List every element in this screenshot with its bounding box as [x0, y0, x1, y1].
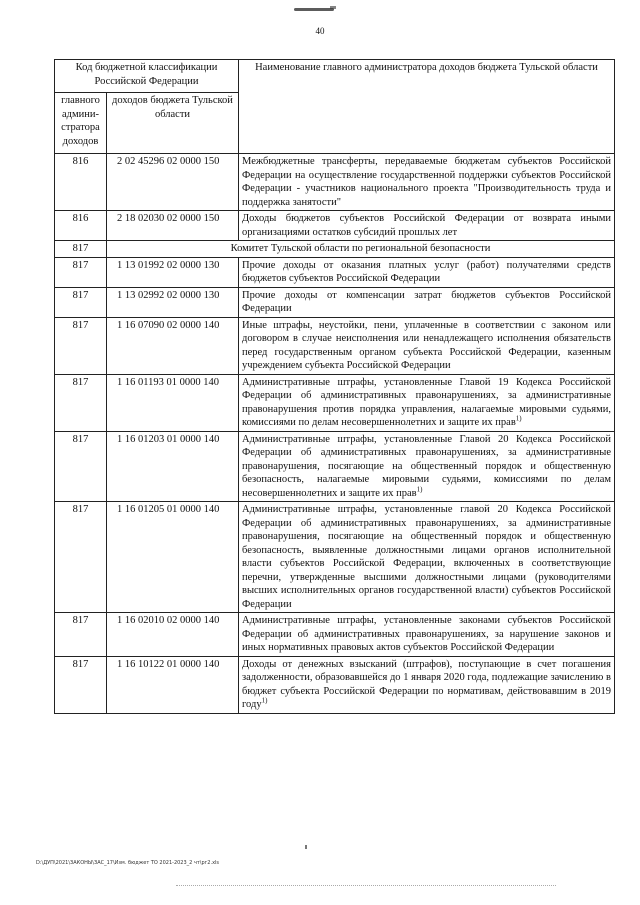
page-number: 40: [315, 26, 325, 36]
description-cell: [239, 374, 615, 431]
admin-code-cell: 817: [55, 257, 107, 287]
revenue-code-cell: 1 16 02010 02 0000 140: [107, 613, 239, 657]
description-cell: [239, 431, 615, 502]
revenue-code-cell: 2 18 02030 02 0000 150: [107, 211, 239, 241]
description-text: Административные штрафы, установленные главой 20 Кодекса Российской Федерации об административных правонарушениях, за административные правонарушения, посягающие на общественный порядок и общественную безопасность, выявленные должностными лицами органов исполнительной власти субъектов Российской Федерации, включенных в соответствующие перечни, утвержденные высшими должностными лицами (руководителями высших исполнительных органов государственной власти) субъектов Российской Федерации: [242, 504, 611, 610]
description-cell: [239, 656, 615, 713]
scan-artifact: [305, 845, 307, 849]
footnote-marker: 1): [416, 485, 423, 493]
revenue-code-cell: 1 16 01205 01 0000 140: [107, 502, 239, 613]
table-row: [55, 613, 615, 657]
description-text: Доходы бюджетов субъектов Российской Федерации от возврата иными организациями остатков субсидий прошлых лет: [242, 213, 611, 238]
admin-code-cell: 817: [55, 613, 107, 657]
table-row: [55, 211, 615, 241]
file-path: D:\ДУП\2021\ЗАКОНЫ\ЗАС_17\Изм. бюджет ТО 2021-2023_2 чт\рг2.xls: [36, 860, 220, 866]
revenue-code-cell: 1 13 01992 02 0000 130: [107, 257, 239, 287]
budget-classification-table: [54, 59, 615, 714]
description-text: Иные штрафы, неустойки, пени, уплаченные в соответствии с законом или договором в случае неисполнения или ненадлежащего исполнения обязательств перед государственным органом субъекта Российской Федерации, казенным учреждением субъекта Российской Федерации: [242, 319, 611, 371]
admin-code-cell: 816: [55, 211, 107, 241]
description-cell: [239, 154, 615, 211]
table-row: [55, 502, 615, 613]
revenue-code-cell: 1 16 07090 02 0000 140: [107, 317, 239, 374]
revenue-code-cell: 1 16 01193 01 0000 140: [107, 374, 239, 431]
admin-code-cell: 817: [55, 241, 107, 258]
table-row: [55, 431, 615, 502]
description-cell: [239, 613, 615, 657]
admin-code-cell: 817: [55, 656, 107, 713]
description-text: Административные штрафы, установленные законами субъектов Российской Федерации об административных правонарушениях, за нарушение законов и иных нормативных правовых актов субъектов Российской Федерации: [242, 615, 611, 653]
admin-code-cell: 817: [55, 502, 107, 613]
revenue-code-cell: 1 16 10122 01 0000 140: [107, 656, 239, 713]
admin-code-cell: 816: [55, 154, 107, 211]
description-text: Прочие доходы от компенсации затрат бюджетов субъектов Российской Федерации: [242, 289, 611, 314]
description-text: Административные штрафы, установленные Главой 20 Кодекса Российской Федерации об административных правонарушениях, за административные правонарушения, посягающие на общественный порядок и общественную безопасность, налагаемые мировыми судьями, комиссиями по делам несовершеннолетних и защите их прав: [242, 433, 611, 499]
table-row: [55, 257, 615, 287]
scan-artifact: [294, 8, 334, 11]
agency-name-cell: Комитет Тульской области по региональной безопасности: [107, 241, 615, 258]
revenue-code-cell: 1 13 02992 02 0000 130: [107, 287, 239, 317]
admin-code-cell: 817: [55, 317, 107, 374]
table-row: [55, 374, 615, 431]
table-body: [55, 154, 615, 714]
description-cell: [239, 287, 615, 317]
scan-artifact: [330, 6, 336, 9]
header-admin-name: Наименование главного администратора доходов бюджета Тульской области: [239, 60, 615, 154]
scan-artifact: [176, 885, 556, 888]
table-row: [55, 154, 615, 211]
admin-code-cell: 817: [55, 374, 107, 431]
description-cell: [239, 317, 615, 374]
table-row: [55, 287, 615, 317]
description-text: Межбюджетные трансферты, передаваемые бюджетам субъектов Российской Федерации на осуществление государственной поддержки субъектов Российской Федерации - участников национального проекта "Производительность труда и поддержка занятости": [242, 156, 611, 208]
table-row: [55, 317, 615, 374]
description-text: Прочие доходы от оказания платных услуг (работ) получателями средств бюджетов субъектов Российской Федерации: [242, 259, 611, 284]
header-revenue: доходов бюджета Тульской области: [107, 93, 239, 154]
description-cell: [239, 211, 615, 241]
footnote-marker: 1): [261, 696, 268, 705]
table-row: [55, 241, 615, 258]
description-text: Доходы от денежных взысканий (штрафов), поступающие в счет погашения задолженности, образовавшейся до 1 января 2020 года, подлежащие зачислению в бюджет субъекта Российской Федерации по нормативам, действовавшим в 2019 году: [242, 658, 611, 710]
footnote-marker: 1): [515, 414, 522, 423]
revenue-code-cell: 2 02 45296 02 0000 150: [107, 154, 239, 211]
revenue-code-cell: 1 16 01203 01 0000 140: [107, 431, 239, 502]
description-text: Административные штрафы, установленные Главой 19 Кодекса Российской Федерации об административных правонарушениях, за административные правонарушения против порядка управления, налагаемые мировыми судьями, комиссиями по делам несовершеннолетних и защите их прав: [242, 376, 611, 428]
description-cell: [239, 257, 615, 287]
description-cell: [239, 502, 615, 613]
header-classification-code: Код бюджетной классификации Российской Федерации: [55, 60, 239, 93]
table-row: [55, 656, 615, 713]
admin-code-cell: 817: [55, 287, 107, 317]
header-main-admin: главного админи-стратора доходов: [55, 93, 107, 154]
admin-code-cell: 817: [55, 431, 107, 502]
